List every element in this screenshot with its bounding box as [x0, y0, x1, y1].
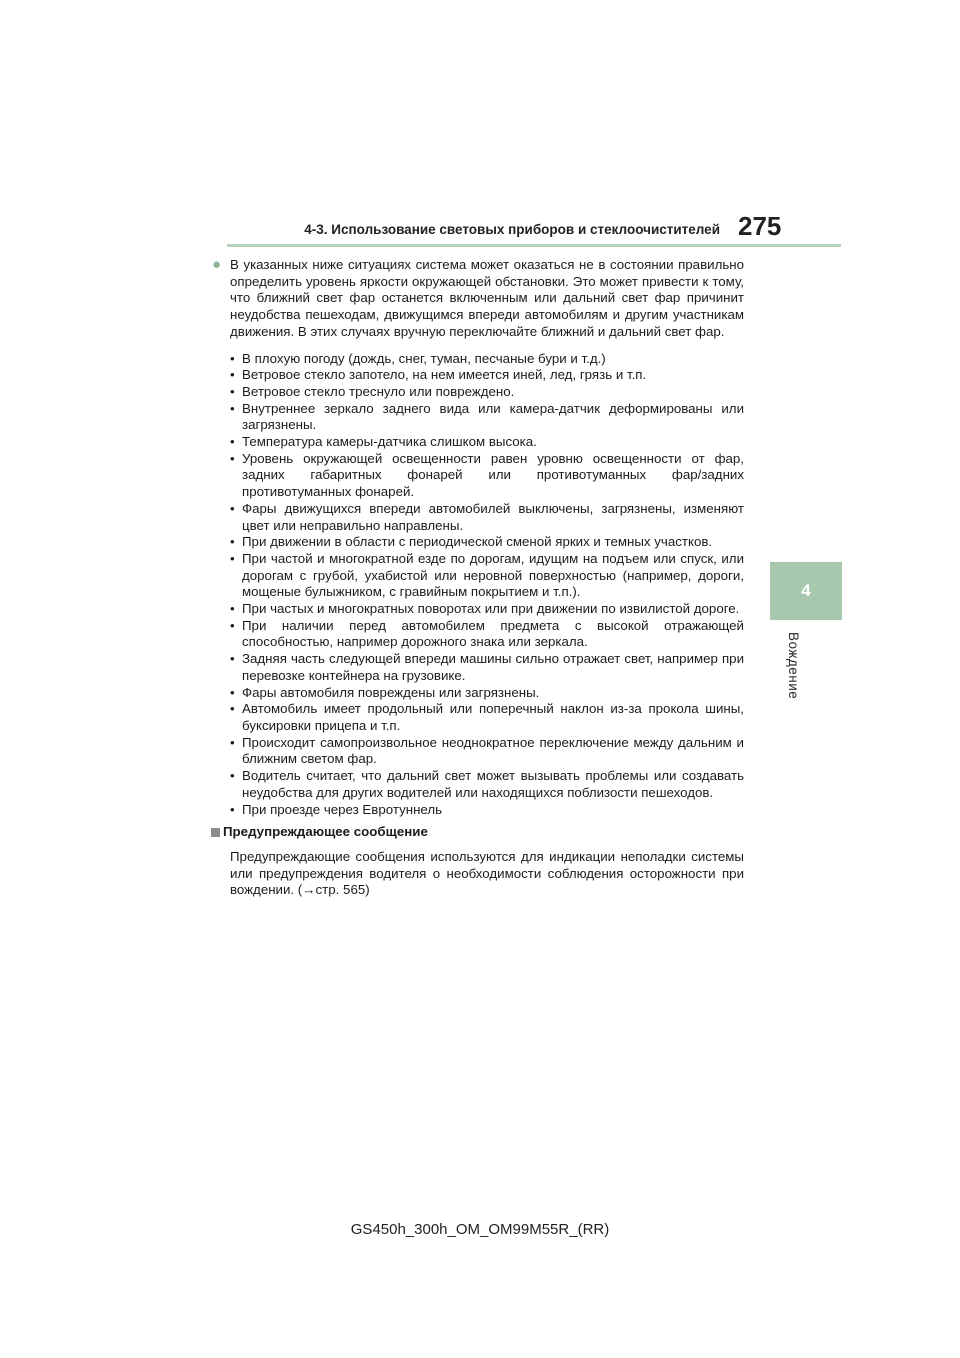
main-content: [211, 257, 744, 899]
condition-item: • Происходит самопроизвольное неоднократное переключение между дальним и ближним светом фар.: [230, 735, 744, 768]
chapter-name: Вождение: [786, 632, 801, 700]
condition-item: • Температура камеры-датчика слишком высока.: [230, 434, 744, 451]
condition-item: • Уровень окружающей освещенности равен уровню освещенности от фар, задних габаритных фонарей или противотуманных фар/задних противотуманных фонарей.: [230, 451, 744, 501]
condition-item: • Автомобиль имеет продольный или поперечный наклон из-за прокола шины, буксировки прицепа и т.п.: [230, 701, 744, 734]
condition-item: • При частой и многократной езде по дорогам, идущим на подъем или спуск, или дорогам с грубой, ухабистой или неровной поверхностью (например, дороги, мощеные булыжником, с гравийным покрытием и т.п.).: [230, 551, 744, 601]
condition-item: • Фары автомобиля повреждены или загрязнены.: [230, 685, 744, 702]
condition-item: • При движении в области с периодической сменой ярких и темных участков.: [230, 534, 744, 551]
condition-item: • Водитель считает, что дальний свет может вызывать проблемы или создавать неудобства для других водителей или находящихся поблизости пешеходов.: [230, 768, 744, 801]
square-bullet-icon: [211, 828, 220, 837]
header-divider: [227, 244, 841, 247]
document-code: GS450h_300h_OM_OM99M55R_(RR): [350, 1221, 610, 1238]
warning-body: Предупреждающие сообщения используются для индикации неполадки системы или предупреждения водителя о необходимости соблюдения осторожности при вождении. (→стр. 565): [230, 848, 744, 898]
condition-item: • В плохую погоду (дождь, снег, туман, песчаные бури и т.д.): [230, 351, 744, 368]
conditions-list: [211, 351, 744, 819]
condition-item: • Ветровое стекло запотело, на нем имеется иней, лед, грязь и т.п.: [230, 367, 744, 384]
warning-heading: [211, 824, 744, 841]
circle-bullet-icon: ●: [212, 256, 222, 273]
condition-item: • Фары движущихся впереди автомобилей выключены, загрязнены, изменяют цвет или неправильно направлены.: [230, 501, 744, 534]
chapter-tab: 4: [770, 562, 842, 620]
condition-item: • При проезде через Евротуннель: [230, 802, 744, 819]
section-title: 4-3. Использование световых приборов и стеклоочистителей: [304, 222, 720, 237]
condition-item: • Внутреннее зеркало заднего вида или камера-датчик деформированы или загрязнены.: [230, 401, 744, 434]
intro-paragraph: [211, 257, 744, 341]
page-number: 275: [738, 211, 782, 241]
condition-item: • При наличии перед автомобилем предмета с высокой отражающей способностью, например дорожного знака или зеркала.: [230, 618, 744, 651]
intro-text: В указанных ниже ситуациях система может оказаться не в состоянии правильно определить уровень яркости окружающей обстановки. Это может привести к тому, что ближний свет фар останется включенным или дальний свет фар причинит неудобства пешеходам, движущимся впереди автомобилям и другим участникам движения. В этих случаях вручную переключайте ближний и дальний свет фар.: [230, 257, 744, 339]
condition-item: • Ветровое стекло треснуло или повреждено.: [230, 384, 744, 401]
condition-item: • Задняя часть следующей впереди машины сильно отражает свет, например при перевозке контейнера на грузовике.: [230, 651, 744, 684]
condition-item: • При частых и многократных поворотах или при движении по извилистой дороге.: [230, 601, 744, 618]
warning-title: Предупреждающее сообщение: [223, 824, 428, 840]
